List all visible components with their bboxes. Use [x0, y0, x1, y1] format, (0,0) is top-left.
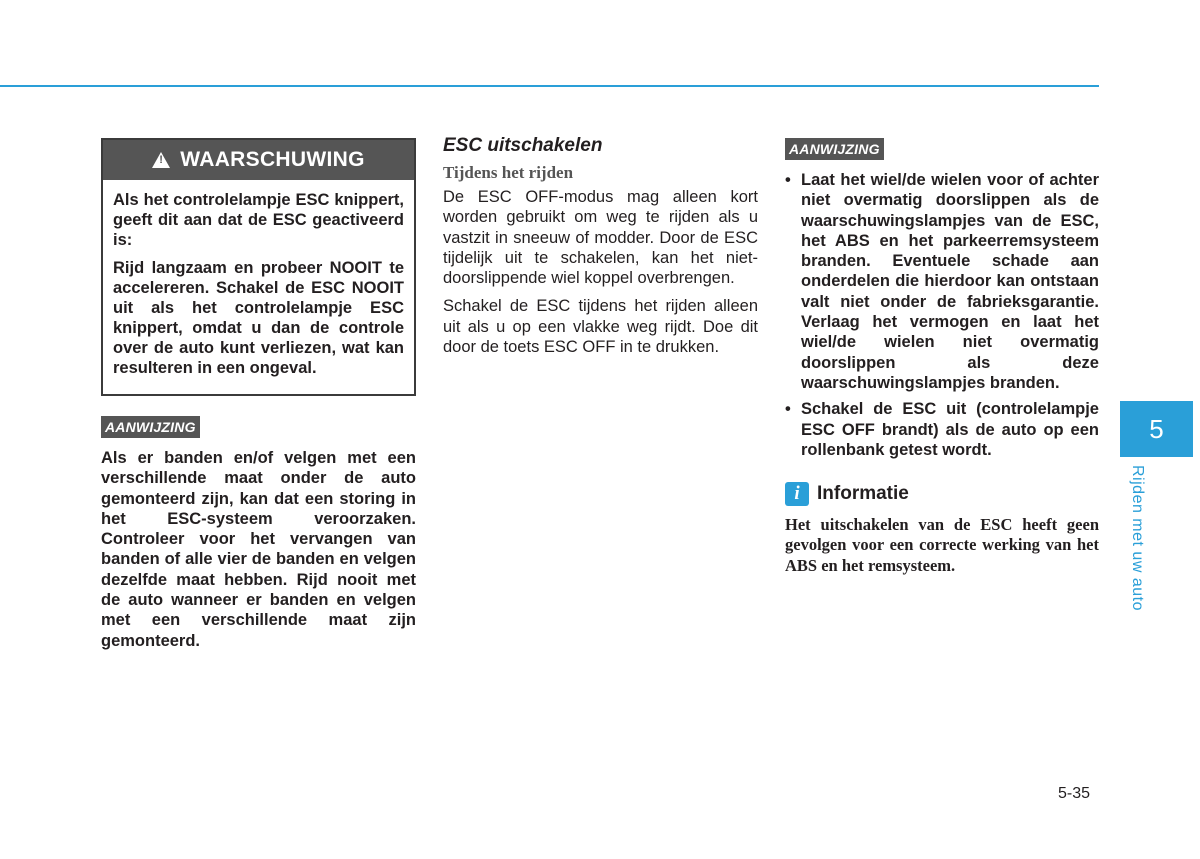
warning-title: WAARSCHUWING	[180, 148, 365, 171]
info-header	[785, 482, 1099, 506]
left-column	[101, 138, 416, 651]
info-icon: i	[785, 482, 809, 506]
right-column	[785, 138, 1099, 576]
warning-header	[103, 140, 414, 180]
note-bullet: • Schakel de ESC uit (controlelampje ESC OFF brandt) als de auto op een rollenbank getest wordt.	[785, 399, 1099, 460]
top-rule	[0, 85, 1099, 87]
warning-triangle-icon	[152, 152, 170, 168]
warning-box	[101, 138, 416, 396]
note-bullet: • Laat het wiel/de wielen voor of achter niet overmatig doorslippen als de waarschuwingslampjes van de ESC, het ABS en het parkeerremsysteem branden. Eventuele schade aan onderdelen die hierdoor kan ontstaan valt niet onder de fabrieksgarantie. Verlaag het vermogen en laat het wiel/de wielen niet overmatig doorslippen als deze waarschuwingslampjes branden.	[785, 170, 1099, 393]
section-subheading: Tijdens het rijden	[443, 163, 574, 182]
page-number: 5-35	[1058, 785, 1091, 802]
warning-paragraph: Rijd langzaam en probeer NOOIT te accelereren. Schakel de ESC NOOIT uit als het controlelampje ESC knippert, omdat u dan de controle over de auto kunt verliezen, wat kan resulteren in een ongeval.	[113, 259, 404, 377]
info-text: Het uitschakelen van de ESC heeft geen gevolgen voor een correcte werking van het ABS en het remsysteem.	[785, 515, 1099, 575]
note-bullet-list	[785, 170, 1099, 460]
body-paragraph: De ESC OFF-modus mag alleen kort worden gebruikt om weg te rijden als u vastzit in sneeuw of modder. Door de ESC tijdelijk uit te schakelen, kan het niet-doorslippende wiel koppel overbrengen.	[443, 188, 758, 288]
note-text: Als er banden en/of velgen met een verschillende maat onder de auto gemonteerd zijn, kan dat een storing in het ESC-systeem veroorzaken. Controleer voor het vervangen van banden of alle vier de banden en velgen dezelfde maat hebben. Rijd nooit met de auto wanneer er banden en velgen met een verschillende maat zijn gemonteerd.	[101, 449, 416, 650]
chapter-number-tab: 5	[1120, 401, 1193, 457]
middle-column	[443, 135, 758, 365]
note-tag: AANWIJZING	[785, 138, 884, 160]
warning-paragraph: Als het controlelampje ESC knippert, geeft dit aan dat de ESC geactiveerd is:	[113, 191, 404, 249]
chapter-label: Rijden met uw auto	[1129, 465, 1146, 611]
note-tag: AANWIJZING	[101, 416, 200, 438]
info-title: Informatie	[817, 483, 909, 505]
section-heading: ESC uitschakelen	[443, 135, 603, 156]
body-paragraph: Schakel de ESC tijdens het rijden alleen uit als u op een vlakke weg rijdt. Doe dit door de toets ESC OFF in te drukken.	[443, 297, 758, 357]
warning-body	[103, 180, 414, 394]
